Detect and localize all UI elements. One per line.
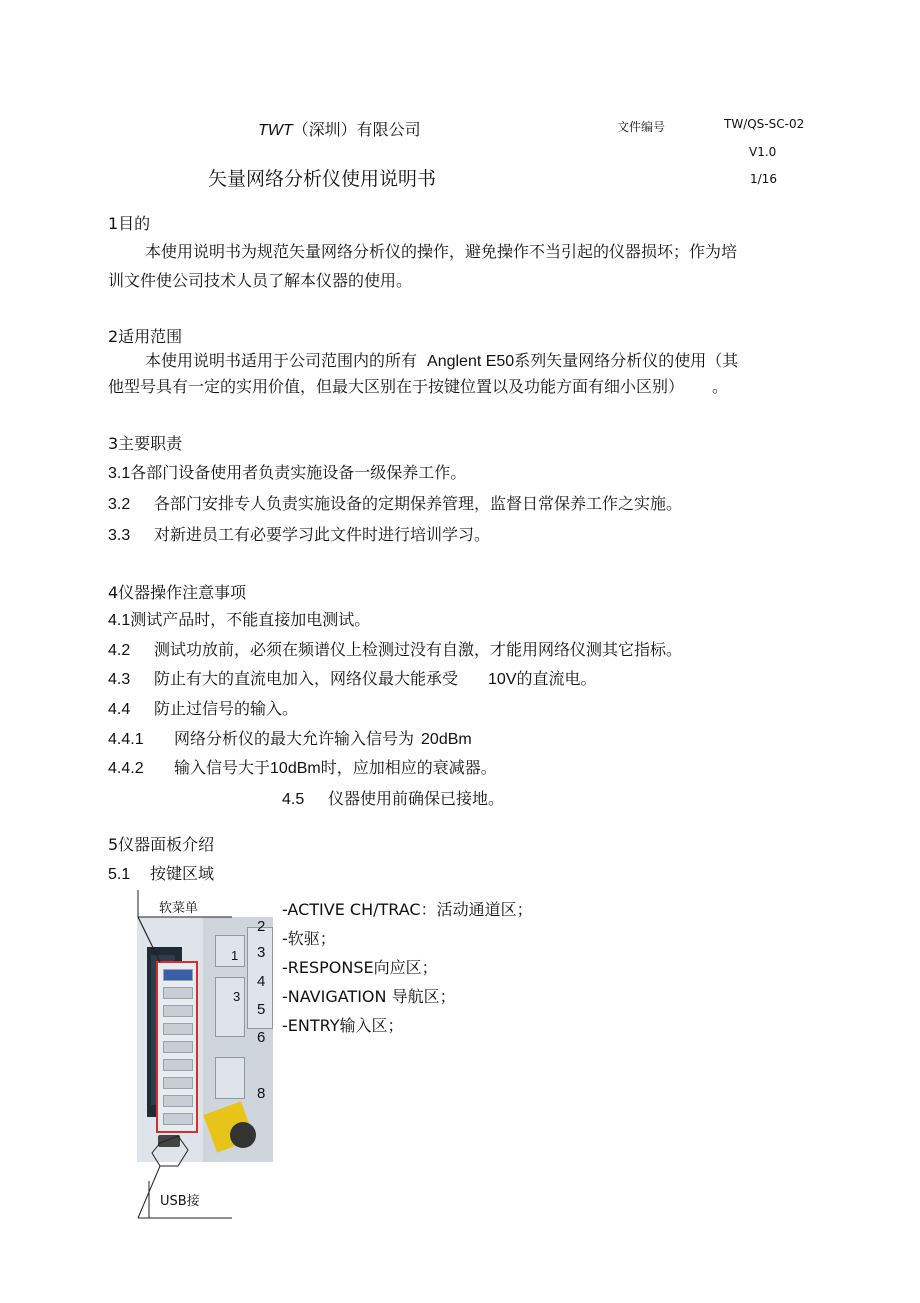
section-4-item-5 (282, 786, 504, 809)
photo-number: 3 (257, 944, 266, 961)
section-2-line-1 (145, 348, 738, 371)
area-response: -RESPONSE向应区； (282, 958, 438, 977)
item-number: 4.5 (282, 791, 305, 808)
item-number: 3.1 (108, 465, 131, 482)
item-number: 3.3 (108, 527, 131, 544)
callout-usb: USB接 (160, 1190, 200, 1209)
item-number: 4.1 (108, 612, 131, 629)
item-text: 对新进员工有必要学习此文件时进行培训学习。 (154, 525, 491, 544)
item-text: 仪器使用前确保已接地。 (328, 789, 505, 808)
section-4-item-4-2 (108, 755, 497, 778)
section-4-item-2 (108, 637, 682, 660)
section-4-item-1 (108, 607, 370, 630)
section-1-line-1: 本使用说明书为规范矢量网络分析仪的操作，避免操作不当引起的仪器损坏；作为培 (145, 242, 738, 261)
section-4-item-4-1 (108, 726, 472, 749)
section-4-item-3 (108, 666, 597, 689)
callout-soft-menu: 软菜单 (159, 897, 198, 916)
item-text-b: 10dBm (270, 760, 321, 777)
usb-port (158, 1135, 180, 1147)
photo-number: 3 (233, 989, 241, 1004)
item-text: 各部门设备使用者负责实施设备一级保养工作。 (130, 463, 467, 482)
doc-number-value: TW/QS-SC-02 (724, 117, 805, 131)
item-number: 4.4.1 (108, 731, 144, 748)
section-3-item-1 (108, 460, 466, 483)
photo-number: 1 (231, 948, 239, 963)
doc-version: V1.0 (749, 145, 777, 159)
section-5-sub (108, 861, 214, 884)
item-text: 测试产品时，不能直接加电测试。 (130, 610, 371, 629)
item-number: 5.1 (108, 866, 131, 883)
area-floppy: -软驱； (282, 929, 336, 948)
softkey-column (156, 961, 198, 1133)
area-active-ch: -ACTIVE CH/TRAC：活动通道区； (282, 900, 533, 919)
doc-number-label: 文件编号 (617, 120, 666, 134)
item-text-a: 防止有大的直流电加入，网络仪最大能承受 (154, 669, 459, 688)
section-4-item-4 (108, 696, 298, 719)
company-name (258, 117, 421, 140)
section-4-heading: 4仪器操作注意事项 (108, 583, 247, 602)
photo-number: 5 (257, 1001, 266, 1018)
document-title: 矢量网络分析仪使用说明书 (208, 168, 437, 190)
area-navigation: -NAVIGATION 导航区； (282, 987, 456, 1006)
photo-number: 4 (257, 973, 266, 990)
item-text-c: 时，应加相应的衰减器。 (320, 758, 497, 777)
photo-number: 2 (257, 918, 266, 935)
section-5-heading: 5仪器面板介绍 (108, 835, 215, 854)
photo-number: 6 (257, 1029, 266, 1046)
item-text-c: 的直流电。 (516, 669, 597, 688)
item-text-a: 输入信号大于 (174, 758, 271, 777)
item-number: 4.4 (108, 701, 131, 718)
item-text-b: 10V (488, 671, 517, 688)
item-text-a: 网络分析仪的最大允许输入信号为 (174, 729, 415, 748)
section-2-heading: 2适用范围 (108, 327, 183, 346)
section-2-line-1a: 本使用说明书适用于公司范围内的所有 (145, 351, 418, 370)
company-latin: TWT (258, 122, 293, 139)
area-entry: -ENTRY输入区； (282, 1016, 404, 1035)
section-2-model: Anglent E50 (427, 353, 515, 370)
item-text: 各部门安排专人负责实施设备的定期保养管理，监督日常保养工作之实施。 (154, 494, 683, 513)
item-text-b: 20dBm (421, 731, 472, 748)
section-3-item-3 (108, 522, 490, 545)
section-3-heading: 3主要职责 (108, 434, 183, 453)
item-number: 4.4.2 (108, 760, 144, 777)
instrument-panel-photo (137, 917, 273, 1162)
company-rest: （深圳）有限公司 (292, 120, 421, 139)
item-number: 4.2 (108, 642, 131, 659)
section-3-item-2 (108, 491, 682, 514)
section-2-line-1c: 系列矢量网络分析仪的使用（其 (514, 351, 739, 370)
photo-number: 8 (257, 1085, 266, 1102)
item-number: 4.3 (108, 671, 131, 688)
section-2-line-2 (108, 374, 728, 397)
item-number: 3.2 (108, 496, 131, 513)
item-text: 按键区域 (150, 864, 215, 883)
section-2-line-2-text: 他型号具有一定的实用价值，但最大区别在于按键位置以及功能方面有细小区别） (108, 377, 685, 396)
section-1-heading: 1目的 (108, 214, 151, 233)
item-text: 防止过信号的输入。 (154, 699, 299, 718)
section-1-line-2: 训文件使公司技术人员了解本仪器的使用。 (108, 271, 413, 290)
page-number: 1/16 (750, 172, 777, 186)
item-text: 测试功放前，必须在频谱仪上检测过没有自激，才能用网络仪测其它指标。 (154, 640, 683, 659)
section-2-line-2-end: 。 (712, 377, 729, 396)
